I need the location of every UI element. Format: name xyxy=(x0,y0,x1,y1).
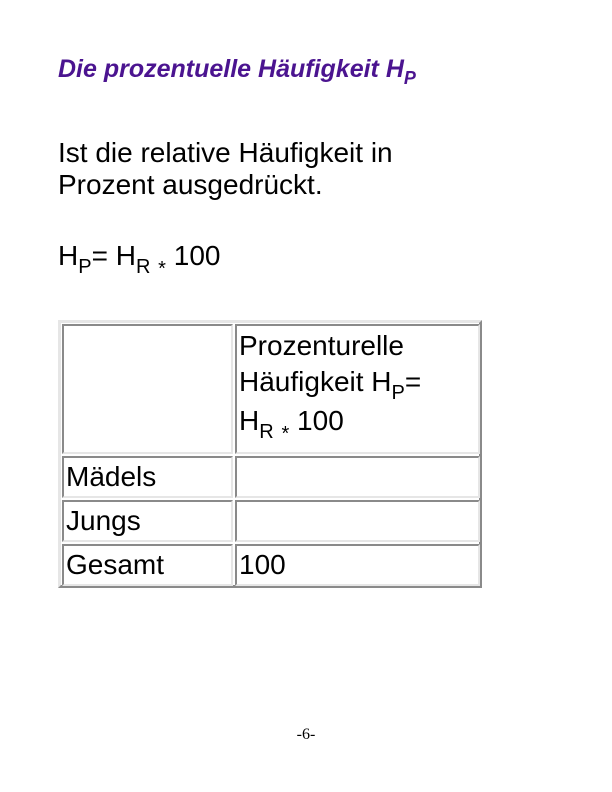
intro-paragraph xyxy=(58,137,393,201)
header-multiply-symbol: * xyxy=(281,423,290,445)
row-value-gesamt: 100 xyxy=(239,549,286,580)
row-label-jungs: Jungs xyxy=(66,505,141,536)
header-line-1: Prozenturelle xyxy=(239,330,404,361)
table-row-label xyxy=(62,500,233,542)
header-line-2-subscript: P xyxy=(391,382,405,404)
table-row-value xyxy=(235,544,480,586)
table-row-label xyxy=(62,544,233,586)
formula xyxy=(58,240,221,280)
formula-lhs-subscript: P xyxy=(78,256,92,278)
table-row-label xyxy=(62,456,233,498)
table-row-value xyxy=(235,500,480,542)
row-label-gesamt: Gesamt xyxy=(66,549,165,580)
header-line-2: Häufigkeit H xyxy=(239,366,392,397)
formula-equals: = H xyxy=(91,240,136,271)
heading-text: Die prozentuelle Häufigkeit H xyxy=(58,55,404,83)
row-label-maedels: Mädels xyxy=(66,461,157,492)
page-heading xyxy=(58,54,416,86)
formula-multiply-symbol: * xyxy=(158,258,166,280)
heading-subscript: P xyxy=(403,68,416,88)
frequency-table xyxy=(58,320,482,588)
intro-line-2: Prozent ausgedrückt. xyxy=(58,169,323,200)
intro-line-1: Ist die relative Häufigkeit in xyxy=(58,137,393,168)
table-header-percent-cell xyxy=(235,324,480,454)
header-line-3: H xyxy=(239,405,260,436)
header-line-2-equals: = xyxy=(404,366,422,397)
formula-lhs: H xyxy=(58,240,79,271)
header-line-3-factor: 100 xyxy=(297,405,344,436)
header-line-3-subscript: R xyxy=(259,421,274,443)
formula-rhs-subscript: R xyxy=(135,256,151,278)
table-row-value xyxy=(235,456,480,498)
table-header-empty-cell xyxy=(62,324,233,454)
page-number: -6- xyxy=(296,726,316,743)
formula-factor: 100 xyxy=(173,240,221,271)
